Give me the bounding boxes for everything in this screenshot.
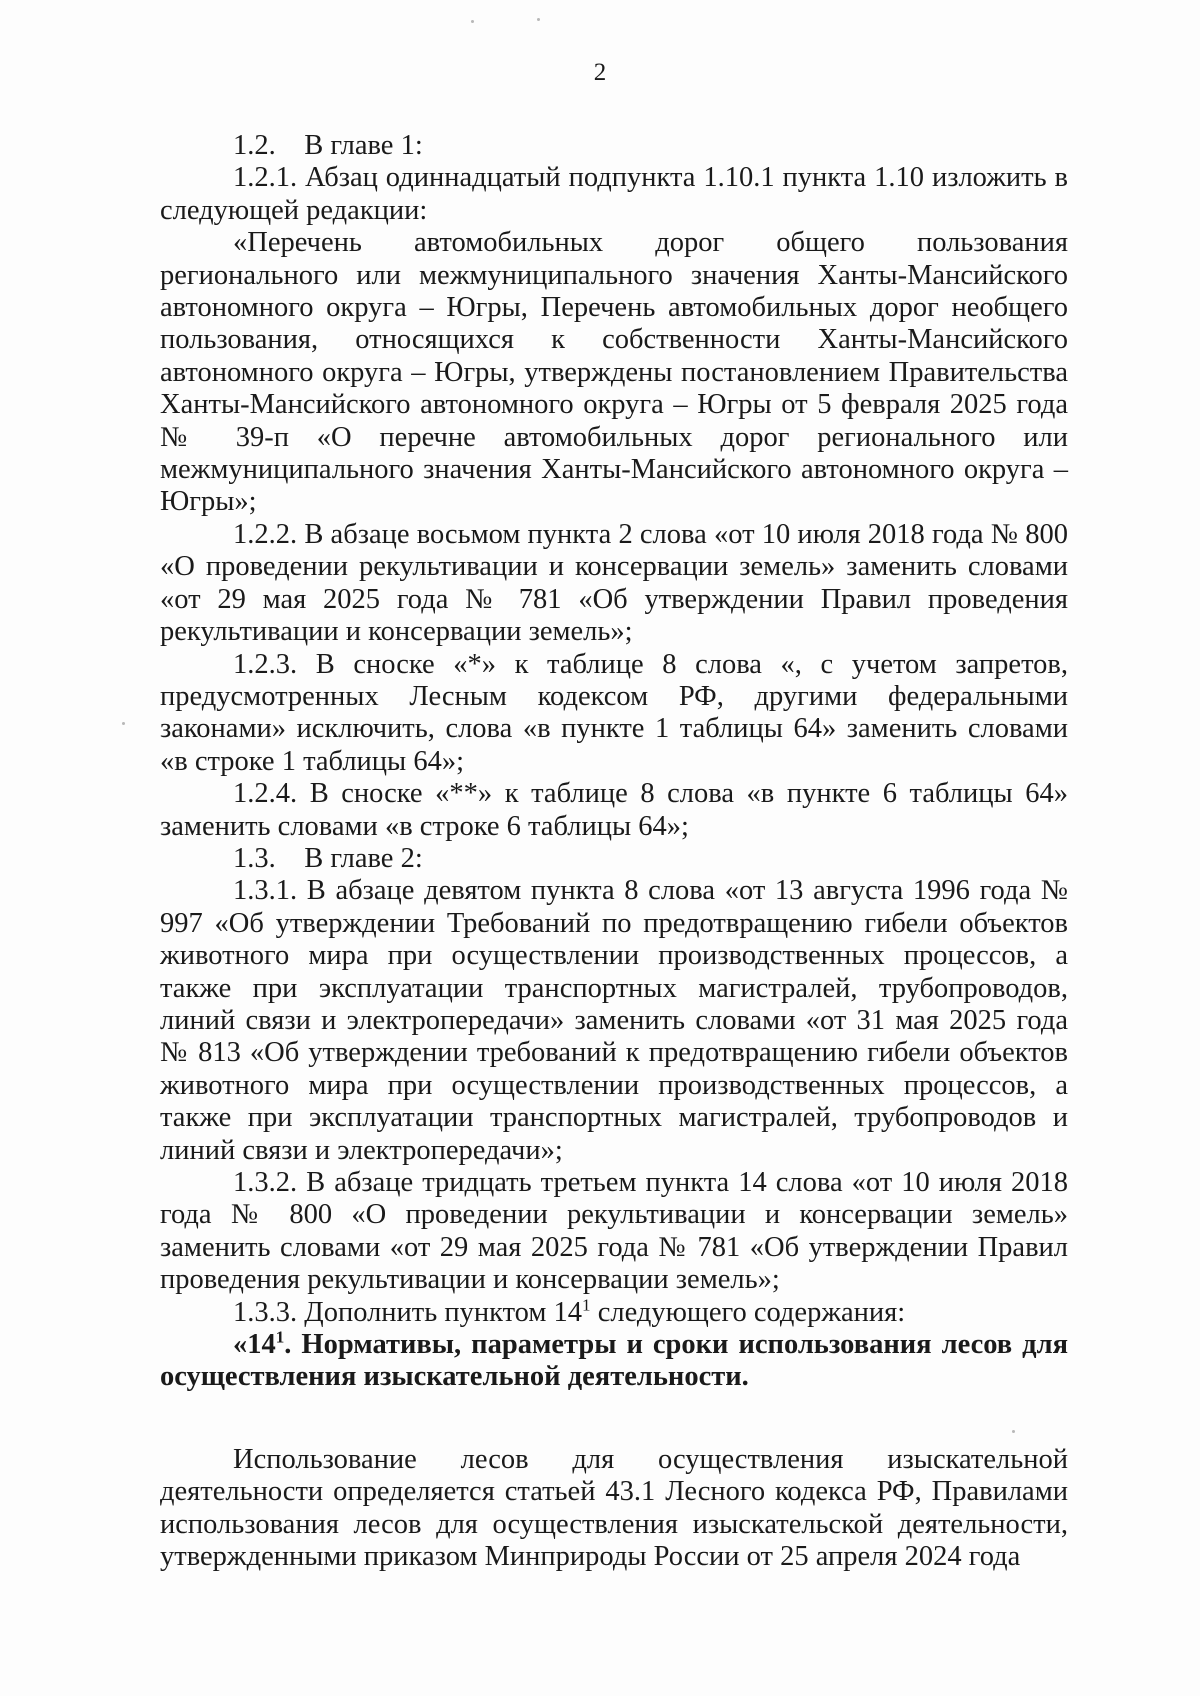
section-spacer xyxy=(160,1394,1068,1444)
scan-speck xyxy=(122,722,125,725)
paragraph-forest-use: Использование лесов для осуществления изыскательной деятельности определяется статьей 43.1 Лесного кодекса РФ, Правилами использования лесов для осуществления изыскательской деятельности, утвержденными приказом Минприроды России от 25 апреля 2024 года xyxy=(160,1443,1068,1573)
paragraph-1-2-1: 1.2.1. Абзац одиннадцатый подпункта 1.10.1 пункта 1.10 изложить в следующей редакции: xyxy=(160,162,1068,226)
heading-14-1 xyxy=(160,1329,1068,1394)
paragraph-1-3-3-tail: следующего содержания: xyxy=(590,1296,906,1328)
paragraph-1-3-3-text: 1.3.3. Дополнить пунктом 14 xyxy=(233,1296,583,1328)
document-body xyxy=(160,130,1068,1573)
paragraph-1-2-2: 1.2.2. В абзаце восьмом пункта 2 слова «от 10 июля 2018 года № 800 «О проведении рекультивации и консервации земель» заменить словами «от 29 мая 2025 года № 781 «Об утверждении Правил проведения рекультивации и консервации земель»; xyxy=(160,518,1068,648)
paragraph-road-list-quote: «Перечень автомобильных дорог общего пользования регионального или межмуниципального значения Ханты-Мансийского автономного округа – Югры, Перечень автомобильных дорог необщего пользования, относящихся к собственности Ханты-Мансийского автономного округа – Югры, утверждены постановлением Правительства Ханты-Мансийского автономного округа – Югры от 5 февраля 2025 года № 39-п «О перечне автомобильных дорог регионального или межмуниципального значения Ханты-Мансийского автономного округа – Югры»; xyxy=(160,227,1068,518)
heading-14-1-title: . Нормативы, параметры и сроки использования лесов для осуществления изыскательной деятельности. xyxy=(160,1329,1068,1393)
paragraph-1-2: 1.2. В главе 1: xyxy=(233,130,423,161)
paragraph-1-3-3 xyxy=(160,1297,1068,1329)
paragraph-1-2-4: 1.2.4. В сноске «**» к таблице 8 слова «в пункте 6 таблицы 64» заменить словами «в строке 6 таблицы 64»; xyxy=(160,778,1068,842)
scan-speck xyxy=(537,18,540,21)
paragraph-1-3: 1.3. В главе 2: xyxy=(233,842,423,874)
paragraph-1-2-3: 1.2.3. В сноске «*» к таблице 8 слова «, с учетом запретов, предусмотренных Лесным кодексом РФ, другими федеральными законами» исключить, слова «в пункте 1 таблицы 64» заменить словами «в строке 1 таблицы 64»; xyxy=(160,648,1068,777)
heading-14-1-number: «14 xyxy=(233,1329,276,1361)
page-number: 2 xyxy=(593,59,607,86)
scan-speck xyxy=(1012,1430,1015,1433)
heading-superscript-one: 1 xyxy=(275,1327,285,1347)
superscript-one: 1 xyxy=(582,1295,591,1315)
scan-speck xyxy=(471,20,474,23)
paragraph-1-3-1: 1.3.1. В абзаце девятом пункта 8 слова «от 13 августа 1996 года № 997 «Об утверждении Требований по предотвращению гибели объектов животного мира при осуществлении производственных процессов, а также при эксплуатации транспортных магистралей, трубопроводов, линий связи и электропередачи» заменить словами «от 31 мая 2025 года № 813 «Об утверждении требований к предотвращению гибели объектов животного мира при осуществлении производственных процессов, а также при эксплуатации транспортных магистралей, трубопроводов и линий связи и электропередачи»; xyxy=(160,875,1068,1166)
paragraph-1-3-2: 1.3.2. В абзаце тридцать третьем пункта 14 слова «от 10 июля 2018 года № 800 «О проведении рекультивации и консервации земель» заменить словами «от 29 мая 2025 года № 781 «Об утверждении Правил проведения рекультивации и консервации земель»; xyxy=(160,1167,1068,1296)
